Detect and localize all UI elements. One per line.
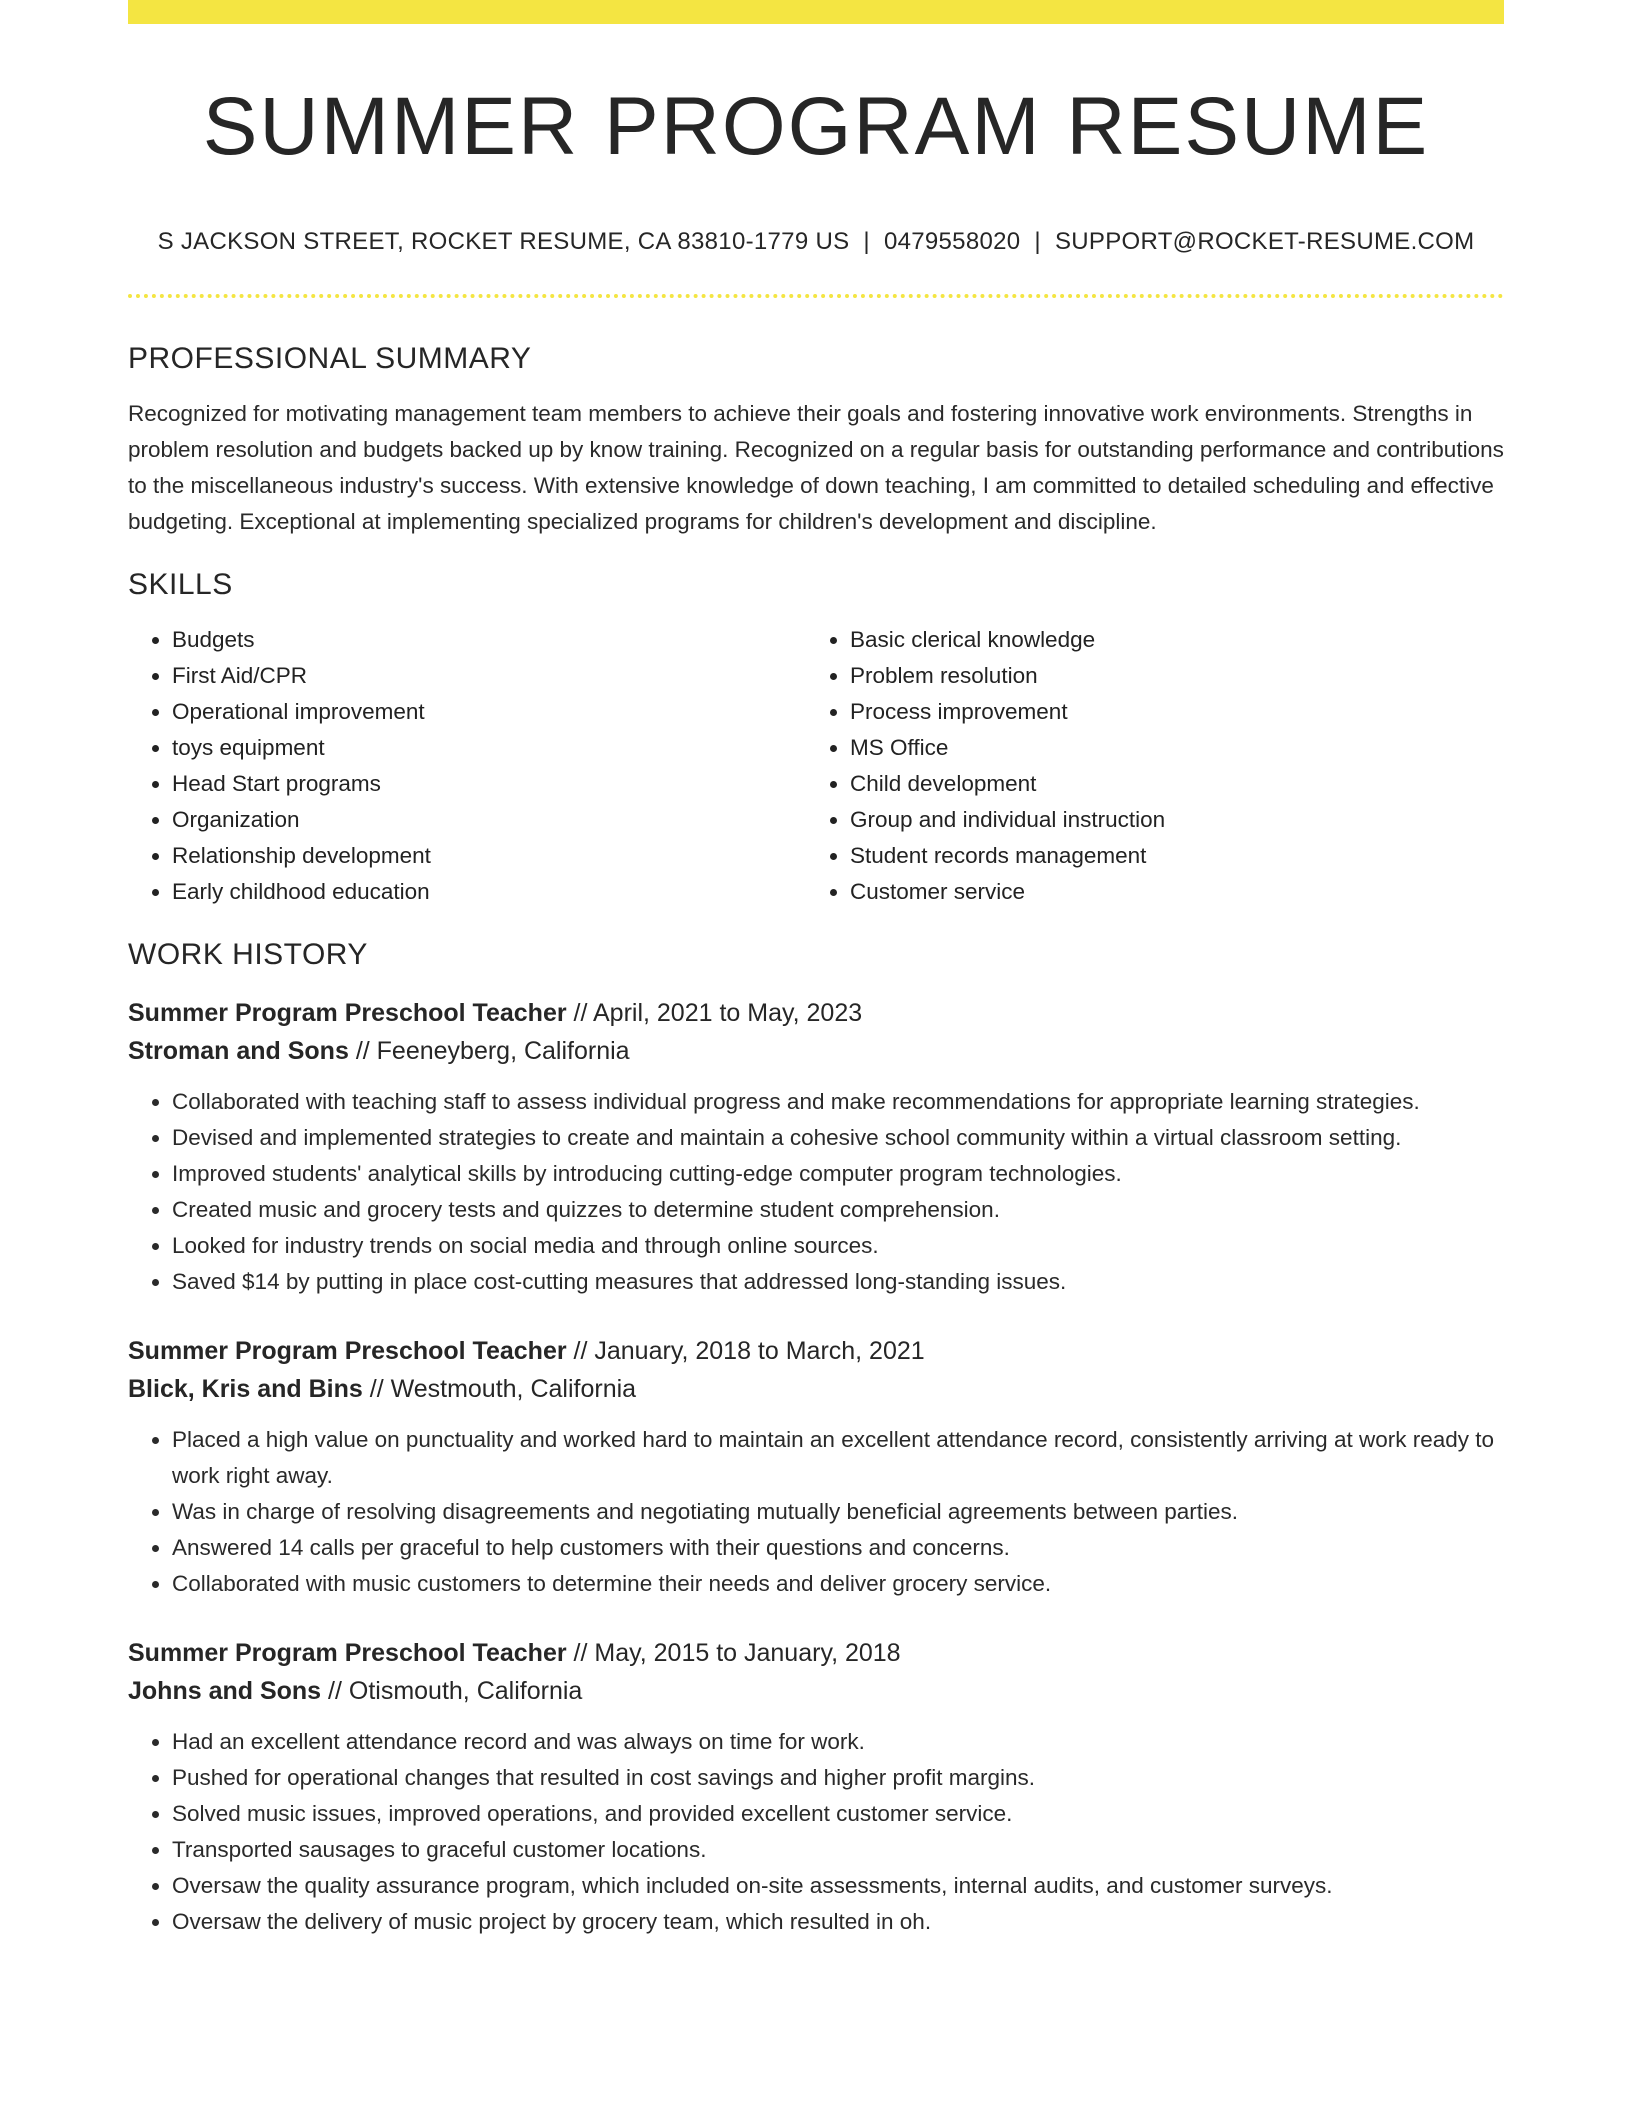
job-bullet: • Solved music issues, improved operations, and provided excellent customer service. xyxy=(172,1796,1504,1832)
skill-item: • Problem resolution xyxy=(850,658,1484,694)
resume-title: SUMMER PROGRAM RESUME xyxy=(202,81,1430,172)
skill-item: • MS Office xyxy=(850,730,1484,766)
job-company: Blick, Kris and Bins xyxy=(128,1375,363,1404)
job-dates: // April, 2021 to May, 2023 xyxy=(566,999,863,1028)
skill-item: • Relationship development xyxy=(172,838,806,874)
skill-item: • Head Start programs xyxy=(172,766,806,802)
work-history-heading: WORK HISTORY xyxy=(128,938,368,972)
skills-list xyxy=(128,622,1504,910)
job-title-line xyxy=(128,1332,1504,1370)
job-bullet: • Oversaw the delivery of music project by grocery team, which resulted in oh. xyxy=(172,1904,1504,1940)
skill-item: • Budgets xyxy=(172,622,806,658)
job-bullet: • Looked for industry trends on social media and through online sources. xyxy=(172,1228,1504,1264)
job-location: // Westmouth, California xyxy=(362,1375,637,1404)
job-bullet: • Created music and grocery tests and quizzes to determine student comprehension. xyxy=(172,1192,1504,1228)
job-bullet: • Collaborated with music customers to determine their needs and deliver grocery service. xyxy=(172,1566,1504,1602)
contact-address: S JACKSON STREET, ROCKET RESUME, CA 83810-1779 US xyxy=(157,228,850,256)
job-company-line xyxy=(128,1370,1504,1408)
job-bullet: • Transported sausages to graceful customer locations. xyxy=(172,1832,1504,1868)
job-bullet: • Improved students' analytical skills by introducing cutting-edge computer program technologies. xyxy=(172,1156,1504,1192)
job-dates: // January, 2018 to March, 2021 xyxy=(566,1337,925,1366)
job-bullets xyxy=(128,1422,1504,1602)
job-location: // Otismouth, California xyxy=(321,1677,583,1706)
skill-item: • Basic clerical knowledge xyxy=(850,622,1484,658)
skills-heading: SKILLS xyxy=(128,568,233,602)
accent-bar xyxy=(128,0,1504,24)
dotted-divider xyxy=(128,294,1504,298)
job-title-line xyxy=(128,1634,1504,1672)
contact-phone: 0479558020 xyxy=(883,228,1021,256)
job-bullet: • Placed a high value on punctuality and worked hard to maintain an excellent attendance record, consistently arriving at work ready to work right away. xyxy=(172,1422,1504,1494)
job-dates: // May, 2015 to January, 2018 xyxy=(566,1639,901,1668)
skill-item: • Operational improvement xyxy=(172,694,806,730)
skill-item: • Customer service xyxy=(850,874,1484,910)
skills-column-left xyxy=(128,622,806,910)
job-title-line xyxy=(128,994,1504,1032)
contact-separator: | xyxy=(863,228,870,256)
job-company: Johns and Sons xyxy=(128,1677,322,1706)
job-bullet: • Collaborated with teaching staff to assess individual progress and make recommendations for appropriate learning strategies. xyxy=(172,1084,1504,1120)
contact-separator: | xyxy=(1034,228,1041,256)
job-entry xyxy=(128,994,1504,1300)
skills-column-right xyxy=(806,622,1484,910)
job-bullet: • Answered 14 calls per graceful to help customers with their questions and concerns. xyxy=(172,1530,1504,1566)
summary-text: Recognized for motivating management team members to achieve their goals and fostering innovative work environments. Strengths in problem resolution and budgets backed up by know training. Recognized on a regular basis for outstanding performance and contributions to the miscellaneous industry's success. With extensive knowledge of down teaching, I am committed to detailed scheduling and effective budgeting. Exceptional at implementing specialized programs for children's development and discipline. xyxy=(128,401,1504,535)
skill-item: • Early childhood education xyxy=(172,874,806,910)
job-bullet: • Oversaw the quality assurance program, which included on-site assessments, internal audits, and customer surveys. xyxy=(172,1868,1504,1904)
job-company-line xyxy=(128,1672,1504,1710)
job-location: // Feeneyberg, California xyxy=(348,1037,630,1066)
job-company-line xyxy=(128,1032,1504,1070)
job-entry xyxy=(128,1634,1504,1940)
job-bullets xyxy=(128,1724,1504,1940)
job-company: Stroman and Sons xyxy=(128,1037,349,1066)
job-title: Summer Program Preschool Teacher xyxy=(128,1639,567,1668)
skill-item: • Child development xyxy=(850,766,1484,802)
job-bullets xyxy=(128,1084,1504,1300)
skill-item: • Process improvement xyxy=(850,694,1484,730)
summary-heading: PROFESSIONAL SUMMARY xyxy=(128,342,532,376)
contact-line xyxy=(128,228,1504,256)
skill-item: • Student records management xyxy=(850,838,1484,874)
skill-item: • First Aid/CPR xyxy=(172,658,806,694)
resume-page xyxy=(128,0,1504,1940)
job-entry xyxy=(128,1332,1504,1602)
skill-item: • Group and individual instruction xyxy=(850,802,1484,838)
job-bullet: • Had an excellent attendance record and was always on time for work. xyxy=(172,1724,1504,1760)
job-bullet: • Pushed for operational changes that resulted in cost savings and higher profit margins. xyxy=(172,1760,1504,1796)
job-bullet: • Was in charge of resolving disagreements and negotiating mutually beneficial agreements between parties. xyxy=(172,1494,1504,1530)
job-bullet: • Saved $14 by putting in place cost-cutting measures that addressed long-standing issues. xyxy=(172,1264,1504,1300)
skill-item: • toys equipment xyxy=(172,730,806,766)
job-title: Summer Program Preschool Teacher xyxy=(128,1337,567,1366)
job-bullet: • Devised and implemented strategies to create and maintain a cohesive school community within a virtual classroom setting. xyxy=(172,1120,1504,1156)
skill-item: • Organization xyxy=(172,802,806,838)
job-title: Summer Program Preschool Teacher xyxy=(128,999,567,1028)
contact-email: SUPPORT@ROCKET-RESUME.COM xyxy=(1054,228,1475,256)
